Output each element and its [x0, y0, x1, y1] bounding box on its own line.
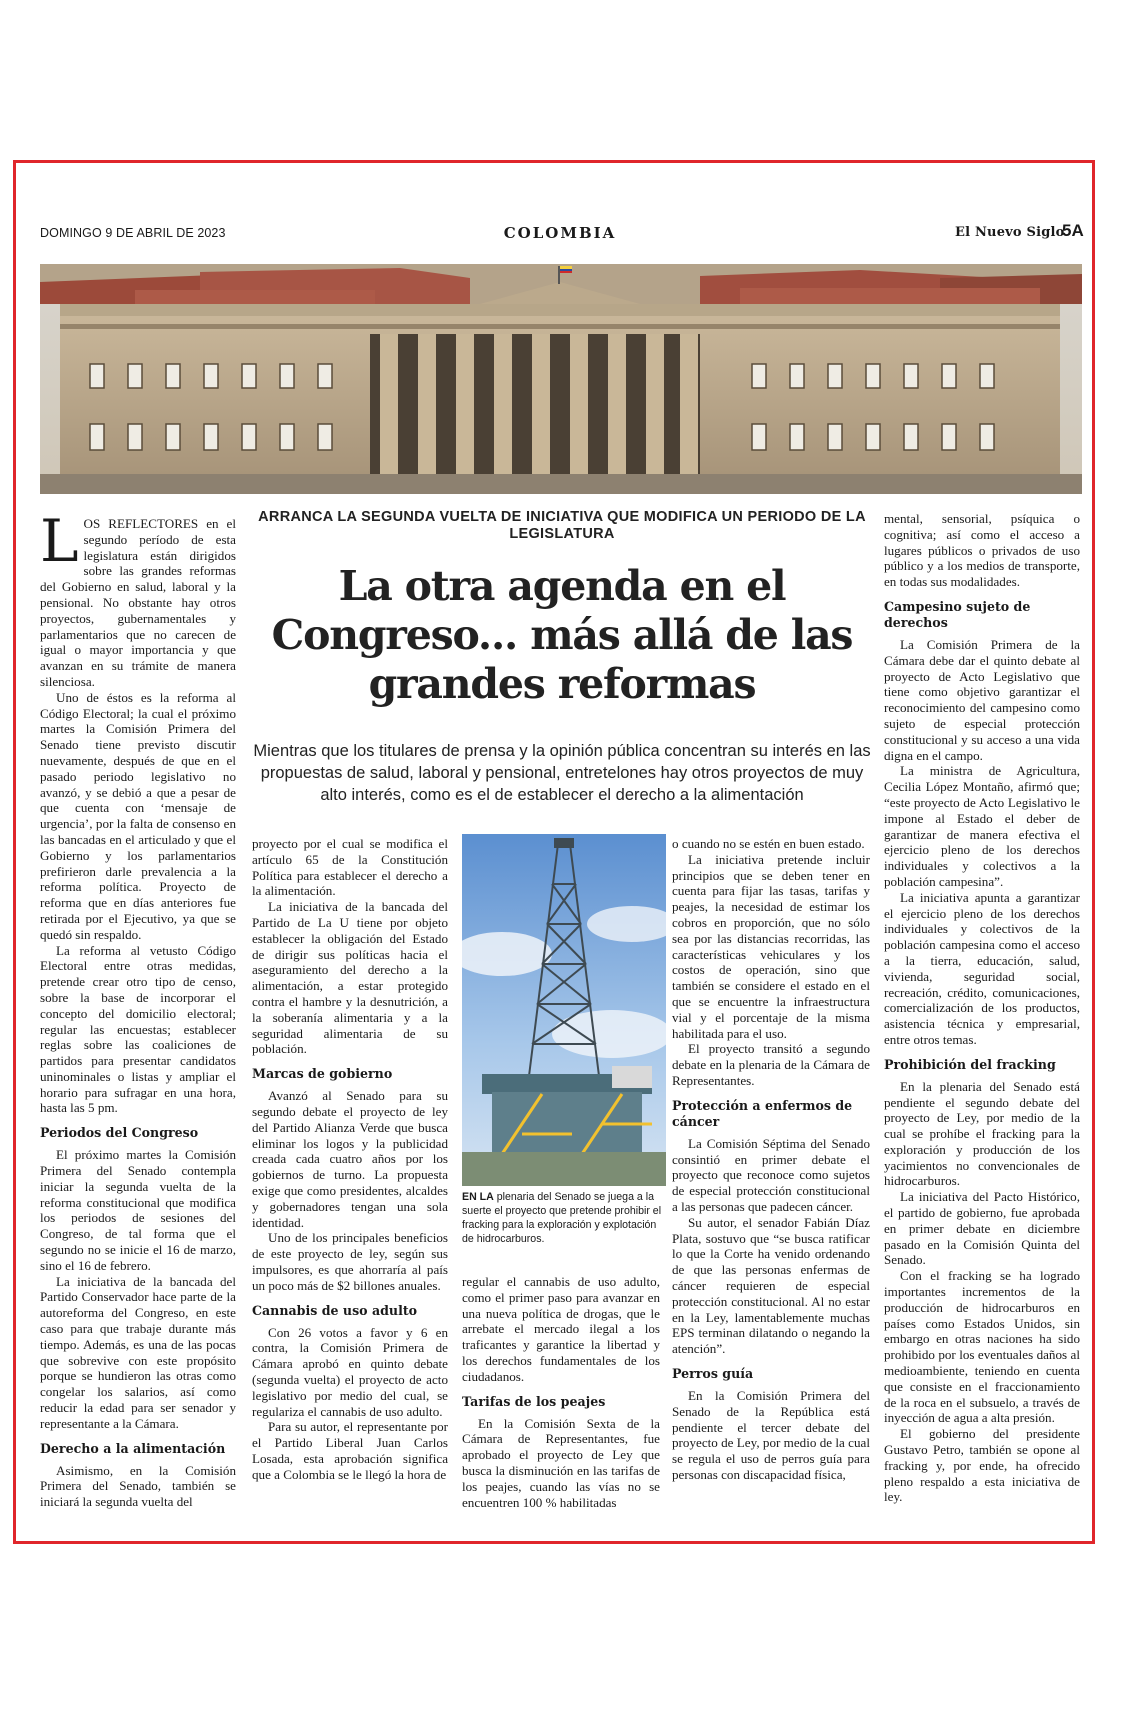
- deck: Mientras que los titulares de prensa y la opinión pública concentran su interés en las propuestas de salud, laboral y pensional, entretelones hay otros proyectos de muy alto interés, como es el de establecer el derecho a la alimentación: [253, 742, 871, 804]
- article-column-5: [884, 511, 1080, 1505]
- paragraph: La iniciativa pretende incluir principios que se deben tener en cuenta para fijar las tasas, tarifas y peajes, la necesidad de estimar los cobros en proporción, que no sólo sea por las distancias recorridas, las características vehiculares y los costos de operación, sino que también se considere el estado en el que se encuentre la infraestructura vial y el porcentaje de la misma habilitada para el uso.: [672, 851, 870, 1041]
- subhead-alimentacion: Derecho a la alimentación: [40, 1440, 226, 1456]
- article-column-1: [40, 507, 236, 1510]
- paragraph: Avanzó al Senado para su segundo debate el proyecto de ley del Partido Alianza Verde que busca eliminar los logos y la publicidad creada cada cuatro años por los gobiernos de turno. La propuesta exige que como presidentes, alcaldes y gobernadores tengan una sola identidad.: [252, 1088, 448, 1230]
- paragraph: Uno de éstos es la reforma al Código Electoral; la cual el próximo martes la Comisión Primera del Senado tiene previsto discutir nuevamente, después de que en el pasado periodo legislativo no avanzó, y se debió a que a pesar de que cuenta con ‘mensaje de urgencia’, por la falta de consenso en las bancadas en el articulado y que el Gobierno y los parlamentarios prefirieron darle prevalencia a la reforma política. Proyecto de reforma que en días anteriores fue retirada por el Ejecutivo, ya que se quedó sin respaldo.: [40, 689, 236, 942]
- paragraph: El próximo martes la Comisión Primera del Senado contempla iniciar la segunda vuelta de la reforma constitucional que modifica los periodos de sesiones del Congreso, de tal forma que el segundo no se inicie el 16 de marzo, sino el 16 de febrero.: [40, 1147, 236, 1273]
- paragraph: La iniciativa de la bancada del Partido de La U tiene por objeto establecer la obligación del Estado de dirigir sus políticas hacia el aseguramiento del derecho a la alimentación, a estar protegido contra el hambre y la desnutrición, a la soberanía alimentaria y a la seguridad alimentaria de su población.: [252, 899, 448, 1057]
- subhead-peajes: Tarifas de los peajes: [462, 1393, 606, 1409]
- paragraph: mental, sensorial, psíquica o cognitiva; así como el acceso a lugares públicos o privados de uso público y a los medios de transporte, en todas sus modalidades.: [884, 511, 1080, 590]
- capitol-illustration: [40, 264, 1082, 494]
- paragraph: Asimismo, en la Comisión Primera del Senado, también se iniciará la segunda vuelta del: [40, 1462, 236, 1510]
- lead-paragraph: [40, 507, 236, 690]
- capitol-building-photo: [40, 264, 1082, 494]
- lead-text: en el segundo período de esta legislatura están dirigidos sobre las grandes reformas del Gobierno en salud, laboral y la pensional. No obstante hay otros proyectos, gubernamentales y parlamentarios que no carecen de igual o mayor importancia y que avanzan en su trámite de manera silenciosa.: [40, 516, 236, 689]
- caption-lead: EN LA: [462, 1191, 494, 1203]
- paragraph: Uno de los principales beneficios de este proyecto de ley, según sus impulsores, es que ahorraría al país un poco más de $2 billones anuales.: [252, 1230, 448, 1293]
- paragraph: Con el fracking se ha logrado importantes incrementos de la producción de hidrocarburos en países como Estados Unidos, sin embargo en otras naciones ha sido prohibido por los eventuales daños al medioambiente, teniendo en cuenta que consiste en el fraccionamiento de la roca en el subsuelo, a través de inyección de agua a alta presión.: [884, 1268, 1080, 1426]
- caption-text: plenaria del Senado se juega a la suerte el proyecto que pretende prohibir el fracking para la exploración y explotación de hidrocarburos.: [462, 1191, 662, 1245]
- paragraph: proyecto por el cual se modifica el artículo 65 de la Constitución Política para establecer el derecho a la alimentación.: [252, 836, 448, 899]
- article-column-4: [672, 836, 870, 1483]
- paragraph: regular el cannabis de uso adulto, como el primer paso para avanzar en una nueva política de drogas, que le arrebate el mercado ilegal a los traficantes y garantice la libertad y los derechos fundamentales de los ciudadanos.: [462, 1274, 660, 1384]
- paragraph: La ministra de Agricultura, Cecilia López Montaño, afirmó que; “este proyecto de Acto Legislativo le impone al Estado el deber de garantizar de manera efectiva el ejercicio pleno de los derechos individuales y colectivos a la población campesina”.: [884, 763, 1080, 889]
- headline: La otra agenda en el Congreso... más allá de las grandes reformas: [271, 562, 853, 708]
- paragraph: En la Comisión Primera del Senado de la República está pendiente el tercer debate del proyecto de Ley, por medio de la cual se regula el uso de perros guía para personas con discapacidad física,: [672, 1387, 870, 1482]
- subhead-marcas: Marcas de gobierno: [252, 1066, 393, 1082]
- paragraph: La iniciativa del Pacto Histórico, el partido de gobierno, fue aprobada en primer debate en diciembre pasado en la Comisión Quinta del Senado.: [884, 1189, 1080, 1268]
- kicker: ARRANCA LA SEGUNDA VUELTA DE INICIATIVA QUE MODIFICA UN PERIODO DE LA LEGISLATURA: [258, 509, 866, 542]
- subhead-cancer: Protección a enfermos de cáncer: [672, 1097, 853, 1129]
- columns: [380, 334, 698, 474]
- paragraph: La reforma al vetusto Código Electoral entre otras medidas, pretende crear otro tipo de censo, sobre la base de incorporar el concepto del domicilio electoral; regular las encuestas; establecer reglas sobre las coaliciones de partidos para presentar candidatos uninominales o listas y ampliar el horario para sufragar en una hora, hasta las 5 pm.: [40, 942, 236, 1116]
- paragraph: Para su autor, el representante por el Partido Liberal Juan Carlos Losada, esta aprobación significa que a Colombia se le llegó la hora de: [252, 1419, 448, 1482]
- paragraph: La iniciativa de la bancada del Partido Conservador hace parte de la autoreforma del Congreso, en este caso para que trabaje durante más tiempo. Además, es una de las pocas que sobrevive con este propósito porque se hundieron las otras como congelar los salarios, así como reducir la edad para ser senador y representante a la Cámara.: [40, 1273, 236, 1431]
- paragraph: La iniciativa apunta a garantizar el ejercicio pleno de los derechos individuales y colectivos de la población campesina como el acceso a la tierra, educación, salud, vivienda, seguridad social, recreación, crédito, comunicaciones, comercialización de los productos, asistencia técnica y empresarial, entre otros temas.: [884, 889, 1080, 1047]
- paragraph: Su autor, el senador Fabián Díaz Plata, sostuvo que “se busca ratificar lo que la Corte ha venido ordenando de que las personas enfermas de cáncer requieren de especial protección constitucional. Al no estar en la Ley, lamentablemente muchas EPS terminan dilatando o negando la atención”.: [672, 1214, 870, 1357]
- edition-date: DOMINGO 9 DE ABRIL DE 2023: [40, 226, 226, 240]
- paragraph: El proyecto transitó a segundo debate en la plenaria de la Cámara de Representantes.: [672, 1041, 870, 1088]
- paragraph: El gobierno del presidente Gustavo Petro, también se opone al fracking y, por ende, ha ofrecido pleno respaldo a esta iniciativa de ley.: [884, 1426, 1080, 1505]
- paragraph: La Comisión Séptima del Senado consintió en primer debate el proyecto que reconoce como sujetos de especial protección constitucional a las personas que padecen cáncer.: [672, 1135, 870, 1214]
- paragraph: La Comisión Primera de la Cámara debe dar el quinto debate al proyecto de Acto Legislativo que tiene como objetivo garantizar el reconocimiento del campesino como sujeto de especial protección constitucional y su acceso a una vida digna en el campo.: [884, 636, 1080, 763]
- paragraph: o cuando no se estén en buen estado.: [672, 836, 865, 851]
- article-column-3: [462, 1274, 660, 1510]
- paragraph: En la Comisión Sexta de la Cámara de Representantes, fue aprobado el proyecto de Ley que busca la disminución en las tarifas de los peajes, cuando las vías no se encuentren 100 % habilitadas: [462, 1415, 660, 1510]
- newspaper-name: El Nuevo Siglo: [955, 225, 1065, 240]
- subhead-campesino: Campesino sujeto de derechos: [884, 598, 1031, 630]
- section-name: COLOMBIA: [503, 224, 617, 242]
- subhead-fracking: Prohibición del fracking: [884, 1056, 1056, 1072]
- paragraph: Con 26 votos a favor y 6 en contra, la Comisión Primera de Cámara aprobó en quinto debate (segunda vuelta) el proyecto de acto legislativo por medio del cual, se regulariza el cannabis de uso adulto.: [252, 1324, 448, 1419]
- rig-illustration: [462, 834, 666, 1186]
- subhead-cannabis: Cannabis de uso adulto: [252, 1302, 418, 1318]
- lead-caps: OS REFLECTORES: [83, 516, 199, 531]
- drop-cap: L: [40, 507, 79, 575]
- paragraph: En la plenaria del Senado está pendiente el segundo debate del proyecto de Ley, por medio de la cual se prohíbe el fracking para la exploración y producción de los yacimientos no convencionales de hidrocarburos.: [884, 1078, 1080, 1189]
- page-number: 5A: [1062, 221, 1084, 240]
- subhead-perros: Perros guía: [672, 1365, 754, 1381]
- drilling-rig-photo: [462, 834, 666, 1186]
- article-column-2: [252, 836, 448, 1482]
- photo-caption: [462, 1190, 666, 1246]
- subhead-periodos: Periodos del Congreso: [40, 1125, 199, 1141]
